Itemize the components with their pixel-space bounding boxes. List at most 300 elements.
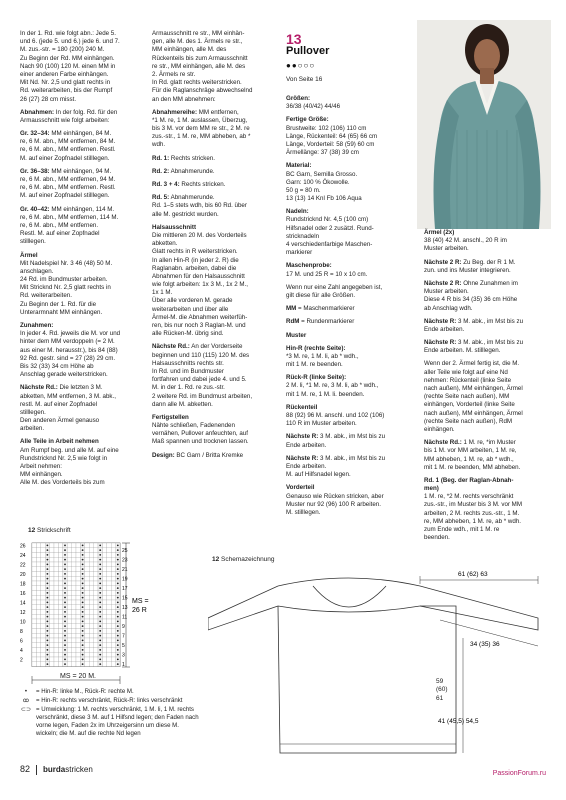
chart-cell <box>54 652 58 657</box>
paragraph <box>286 305 416 313</box>
paragraph <box>286 208 416 257</box>
chart-cell <box>41 586 45 591</box>
chart-cell <box>94 576 98 581</box>
chart-label-number: 12 <box>28 527 36 534</box>
paragraph-text: 3 M. abk., im Mst bis zu Ende arbeiten. <box>424 317 524 333</box>
chart-cell <box>58 652 62 657</box>
chart-purl-dot <box>117 654 119 656</box>
chart-cell <box>107 567 111 572</box>
chart-cell <box>67 576 71 581</box>
chart-purl-dot <box>117 592 119 594</box>
chart-cell <box>111 657 115 662</box>
chart-cell <box>67 629 71 634</box>
chart-cell <box>41 633 45 638</box>
chart-cell <box>41 572 45 577</box>
chart-cell <box>76 614 80 619</box>
chart-cell <box>107 624 111 629</box>
chart-cell <box>89 610 93 615</box>
chart-purl-dot <box>64 597 66 599</box>
chart-cell <box>111 648 115 653</box>
chart-cell <box>58 591 62 596</box>
chart-cell <box>36 581 40 586</box>
chart-cell <box>111 553 115 558</box>
chart-cell <box>50 648 54 653</box>
chart-row-number: 18 <box>20 581 26 588</box>
chart-cell <box>36 572 40 577</box>
chart-cell <box>54 586 58 591</box>
chart-cell <box>58 595 62 600</box>
chart-cell <box>54 557 58 562</box>
chart-purl-dot <box>117 658 119 660</box>
chart-cell <box>94 562 98 567</box>
chart-cell <box>76 586 80 591</box>
paragraph-heading: Nächste R: <box>286 454 319 462</box>
chart-cell <box>76 576 80 581</box>
chart-cell <box>76 652 80 657</box>
instructions-column-3 <box>286 95 416 517</box>
chart-cell <box>72 643 76 648</box>
chart-purl-dot <box>64 568 66 570</box>
chart-cell <box>85 572 89 577</box>
chart-cell <box>85 591 89 596</box>
chart-ms-vertical-1: MS = <box>132 598 149 605</box>
chart-cell <box>94 648 98 653</box>
chart-cell <box>67 619 71 624</box>
chart-cell <box>41 610 45 615</box>
paragraph-text: 3 M. abk., im Mst bis zu Ende arbeiten. M. auf Hilfsnadel legen. <box>286 454 386 479</box>
chart-cell <box>72 562 76 567</box>
chart-cell <box>85 605 89 610</box>
chart-cell <box>72 605 76 610</box>
chart-cell <box>32 638 36 643</box>
paragraph-text: MM einhängen, 114 M. re, 6 M. abn., MM entfernen, 114 M. re, 6 M. abn., MM entfernen. Restl. M. auf einer Zopfnadel stilllegen. <box>20 205 119 246</box>
paragraph-text: In jeder 4. Rd. jeweils die M. vor und hinter dem MM verdoppeln (= 2 M. aus einer M. herausstr.), bis 84 (88) 92 Rd. gestr. sind = 27 (28) 29 cm. Bis 32 (33) 34 cm Höhe ab Anschlag gerade weiterstricken. <box>20 330 121 379</box>
chart-cell <box>54 610 58 615</box>
chart-purl-dot <box>82 578 84 580</box>
chart-purl-dot <box>64 620 66 622</box>
paragraph-text: *3 M. re, 1 M. li, ab * wdh., mit 1 M. re beenden. <box>286 352 359 369</box>
chart-cell <box>89 553 93 558</box>
chart-purl-dot <box>82 559 84 561</box>
chart-cell <box>94 633 98 638</box>
chart-purl-dot <box>82 597 84 599</box>
chart-purl-dot <box>82 592 84 594</box>
chart-cell <box>41 619 45 624</box>
paragraph-heading: Größen: <box>286 95 311 102</box>
chart-cell <box>85 567 89 572</box>
paragraph-text: An der Vorderseite beginnen und 110 (115) 120 M. des Halsausschnitts rechts str. In Rd. und im Bundmuster fortfahren und dabei jede 4. und 5. M. in der 1. Rd. re zus.-str. 2 weitere Rd. im Bundmust arbeiten, dann alle M. abketten. <box>152 343 253 408</box>
chart-cell <box>89 662 93 667</box>
chart-purl-dot <box>47 587 49 589</box>
chart-purl-dot <box>64 616 66 618</box>
chart-purl-dot <box>64 559 66 561</box>
chart-cell <box>67 572 71 577</box>
chart-cell <box>107 595 111 600</box>
paragraph-heading: Fertigstellen <box>152 413 189 421</box>
paragraph <box>152 224 282 339</box>
chart-purl-dot <box>99 616 101 618</box>
chart-cell <box>94 614 98 619</box>
chart-cell <box>50 586 54 591</box>
chart-cell <box>41 548 45 553</box>
chart-cell <box>58 543 62 548</box>
chart-cell <box>111 614 115 619</box>
pattern-number: 13 <box>286 31 302 47</box>
paragraph-heading: RdM <box>286 318 300 326</box>
paragraph-heading: Alle Teile in Arbeit nehmen <box>20 438 99 446</box>
paragraph-text: Abnahmerunde. <box>169 167 215 175</box>
chart-cell <box>50 619 54 624</box>
chart-cell <box>107 562 111 567</box>
legend-text: = Hin-R: linke M., Rück-R: rechte M. <box>36 688 134 695</box>
chart-cell <box>36 629 40 634</box>
chart-cell <box>102 657 106 662</box>
chart-cell <box>72 638 76 643</box>
chart-purl-dot <box>117 639 119 641</box>
chart-purl-dot <box>99 658 101 660</box>
chart-cell <box>67 581 71 586</box>
chart-purl-dot <box>82 663 84 665</box>
paragraph <box>424 318 552 334</box>
chart-row-number: 21 <box>122 567 128 573</box>
paragraph <box>424 439 552 472</box>
chart-cell <box>102 543 106 548</box>
chart-cell <box>32 633 36 638</box>
chart-cell <box>85 652 89 657</box>
paragraph <box>286 284 416 300</box>
chart-cell <box>111 638 115 643</box>
paragraph-heading: Rd. 3 + 4: <box>152 181 180 188</box>
paragraph-text: Rechts stricken. <box>170 154 215 162</box>
chart-purl-dot <box>64 630 66 632</box>
chart-cell <box>54 591 58 596</box>
chart-cell <box>107 543 111 548</box>
chart-purl-dot <box>82 554 84 556</box>
chart-cell <box>89 591 93 596</box>
paragraph-heading: Ärmel (2x) <box>424 229 455 236</box>
chart-purl-dot <box>47 601 49 603</box>
chart-cell <box>89 581 93 586</box>
chart-cell <box>54 633 58 638</box>
paragraph <box>424 360 552 434</box>
chart-cell <box>76 600 80 605</box>
chart-label <box>28 527 71 536</box>
chart-purl-dot <box>99 582 101 584</box>
chart-cell <box>32 643 36 648</box>
paragraph-heading: Rück-R (linke Seite): <box>286 374 347 382</box>
chart-cell <box>107 652 111 657</box>
chart-purl-dot <box>47 639 49 641</box>
paragraph <box>424 477 552 543</box>
chart-purl-dot <box>99 554 101 556</box>
chart-ms-horizontal: MS = 20 M. <box>60 673 96 680</box>
chart-cell <box>89 595 93 600</box>
chart-cell <box>85 548 89 553</box>
chart-cell <box>111 600 115 605</box>
paragraph <box>286 262 416 278</box>
chart-purl-dot <box>82 649 84 651</box>
chart-cell <box>67 567 71 572</box>
chart-purl-dot <box>82 549 84 551</box>
chart-purl-dot <box>117 549 119 551</box>
chart-purl-dot <box>64 582 66 584</box>
chart-cell <box>41 567 45 572</box>
paragraph-text: BC Garn, Semilla Grosso. Garn: 100 % Ökowolle. 50 g = 80 m. 13 (13) 14 Knl Fb 106 Aqua <box>286 170 362 203</box>
chart-cell <box>94 548 98 553</box>
chart-purl-dot <box>47 630 49 632</box>
paragraph-text: Die letzten 3 M. abketten, MM entfernen, 3 M. abk., restl. M. auf einer Zopfnadel stilllegen. Den anderen Ärmel genauso arbeiten. <box>20 384 116 433</box>
chart-cell <box>111 557 115 562</box>
paragraph-heading: Abnahmereihe: <box>152 108 198 116</box>
chart-cell <box>89 638 93 643</box>
chart-cell <box>32 572 36 577</box>
chart-cell <box>67 605 71 610</box>
chart-cell <box>85 610 89 615</box>
chart-cell <box>89 624 93 629</box>
chart-purl-dot <box>117 616 119 618</box>
chart-cell <box>102 591 106 596</box>
chart-cell <box>54 576 58 581</box>
see-page-reference: Von Seite 16 <box>286 76 323 83</box>
chart-purl-dot <box>99 601 101 603</box>
chart-purl-dot <box>64 654 66 656</box>
chart-cell <box>54 543 58 548</box>
pattern-title: Pullover <box>286 45 330 57</box>
legend-text: = Hin-R: rechts verschränkt, Rück-R: links verschränkt <box>36 697 183 705</box>
chart-purl-dot <box>47 644 49 646</box>
paragraph <box>20 130 142 163</box>
paragraph <box>20 252 142 318</box>
chart-cell <box>107 572 111 577</box>
chart-cell <box>32 652 36 657</box>
paragraph-heading: Abnahmen: <box>20 108 55 116</box>
chart-cell <box>54 572 58 577</box>
chart-cell <box>107 581 111 586</box>
chart-cell <box>89 557 93 562</box>
chart-cell <box>76 662 80 667</box>
chart-cell <box>58 567 62 572</box>
chart-purl-dot <box>99 630 101 632</box>
chart-purl-dot <box>99 559 101 561</box>
chart-cell <box>41 562 45 567</box>
chart-cell <box>72 557 76 562</box>
chart-cell <box>102 576 106 581</box>
paragraph-heading: Nächste R: <box>424 317 457 325</box>
chart-cell <box>36 614 40 619</box>
chart-purl-dot <box>82 601 84 603</box>
chart-cell <box>85 557 89 562</box>
chart-cell <box>36 662 40 667</box>
chart-cell <box>50 557 54 562</box>
chart-purl-dot <box>99 563 101 565</box>
chart-purl-dot <box>99 649 101 651</box>
chart-purl-dot <box>82 568 84 570</box>
page-number: 82 <box>20 764 31 774</box>
brand-rest: stricken <box>65 764 93 774</box>
chart-row-number: 9 <box>122 624 125 630</box>
paragraph-heading: Design: <box>152 451 175 459</box>
chart-purl-dot <box>99 568 101 570</box>
chart-cell <box>72 629 76 634</box>
chart-row-number: 4 <box>20 647 23 654</box>
paragraph <box>20 438 142 487</box>
chart-cell <box>85 614 89 619</box>
chart-cell <box>36 638 40 643</box>
chart-purl-dot <box>82 616 84 618</box>
chart-cell <box>58 576 62 581</box>
chart-purl-dot <box>82 654 84 656</box>
chart-purl-dot <box>99 644 101 646</box>
chart-cell <box>41 543 45 548</box>
chart-cell <box>72 591 76 596</box>
chart-row-number: 2 <box>20 657 23 664</box>
chart-cell <box>50 572 54 577</box>
chart-purl-dot <box>47 635 49 637</box>
chart-purl-dot <box>117 559 119 561</box>
chart-cell <box>54 643 58 648</box>
paragraph-heading: Rückenteil <box>286 403 318 411</box>
chart-cell <box>85 624 89 629</box>
chart-cell <box>102 662 106 667</box>
chart-purl-dot <box>47 625 49 627</box>
chart-purl-dot <box>47 578 49 580</box>
chart-purl-dot <box>117 573 119 575</box>
chart-cell <box>54 619 58 624</box>
chart-cell <box>72 553 76 558</box>
chart-purl-dot <box>47 559 49 561</box>
chart-purl-dot <box>47 554 49 556</box>
chart-cell <box>94 553 98 558</box>
chart-cell <box>107 643 111 648</box>
chart-cell <box>41 557 45 562</box>
brand-bold: burda <box>43 764 66 774</box>
paragraph <box>286 455 416 480</box>
chart-cell <box>89 652 93 657</box>
chart-cell <box>72 586 76 591</box>
chart-cell <box>58 614 62 619</box>
paragraph <box>152 168 282 176</box>
chart-cell <box>107 629 111 634</box>
chart-cell <box>102 648 106 653</box>
chart-cell <box>111 581 115 586</box>
chart-cell <box>32 595 36 600</box>
chart-cell <box>41 629 45 634</box>
chart-cell <box>89 605 93 610</box>
chart-cell <box>76 557 80 562</box>
chart-cell <box>36 595 40 600</box>
chart-purl-dot <box>117 601 119 603</box>
paragraph-heading: Maschenprobe: <box>286 262 332 270</box>
chart-purl-dot <box>82 620 84 622</box>
chart-cell <box>107 576 111 581</box>
chart-purl-dot <box>82 658 84 660</box>
chart-purl-dot <box>47 658 49 660</box>
chart-cell <box>89 600 93 605</box>
paragraph <box>20 206 142 247</box>
paragraph-text: 17 M. und 25 R = 10 x 10 cm. <box>286 270 368 278</box>
chart-cell <box>89 562 93 567</box>
chart-cell <box>41 652 45 657</box>
chart-cell <box>107 638 111 643</box>
paragraph <box>286 116 416 157</box>
chart-row-number: 20 <box>20 571 26 578</box>
paragraph-text: 3 M. abk., im Mst bis zu Ende arbeiten. M. stilllegen. <box>424 339 524 355</box>
chart-purl-dot <box>64 544 66 546</box>
paragraph-text: Die mittleren 20 M. des Vorderteils abketten. Glatt rechts in R weiterstricken. In allen Hin-R (in jeder 2. R) die Raglanabn. arbeiten, dabei die Abnahmen für den Halsausschnitt wie folgt arbeiten: 1x 3 M., 1x 2 M., 1x 1 M. Über alle vorderen M. gerade weiterarbeiten und über alle Ärmel-M. die Abnahmen weiterfüh- ren, bis nur noch 3 Raglan-M. und alle Rücken-M. übrig sind. <box>152 231 248 338</box>
chart-purl-dot <box>47 620 49 622</box>
paragraph-heading: Material: <box>286 162 312 170</box>
chart-cell <box>67 648 71 653</box>
paragraph <box>152 194 282 219</box>
chart-cell <box>32 586 36 591</box>
chart-cell <box>89 643 93 648</box>
chart-purl-dot <box>82 644 84 646</box>
chart-cell <box>107 586 111 591</box>
legend-item <box>20 706 290 738</box>
chart-row-number: 10 <box>20 619 26 626</box>
chart-cell <box>111 633 115 638</box>
chart-cell <box>50 562 54 567</box>
chart-purl-dot <box>117 635 119 637</box>
chart-cell <box>111 610 115 615</box>
chart-purl-dot <box>82 635 84 637</box>
chart-cell <box>67 643 71 648</box>
chart-cell <box>102 643 106 648</box>
schema-dim-sleeve: 34 (35) 36 <box>470 641 500 648</box>
chart-cell <box>54 648 58 653</box>
chart-cell <box>32 562 36 567</box>
chart-purl-dot <box>47 616 49 618</box>
paragraph <box>424 229 552 254</box>
chart-cell <box>76 657 80 662</box>
paragraph-heading: Gr. 40–42: <box>20 205 50 213</box>
chart-cell <box>41 605 45 610</box>
chart-purl-dot <box>64 625 66 627</box>
chart-cell <box>54 562 58 567</box>
chart-cell <box>32 557 36 562</box>
paragraph-text: = Maschenmarkierer <box>298 305 355 313</box>
chart-purl-dot <box>47 563 49 565</box>
schema-dim-width: 41 (45,5) 54,5 <box>438 718 479 725</box>
chart-cell <box>94 619 98 624</box>
chart-cell <box>72 581 76 586</box>
chart-cell <box>85 638 89 643</box>
chart-cell <box>36 624 40 629</box>
chart-cell <box>54 614 58 619</box>
chart-purl-dot <box>99 592 101 594</box>
chart-row-number: 15 <box>122 595 128 602</box>
chart-row-number: 17 <box>122 586 128 592</box>
chart-cell <box>107 648 111 653</box>
chart-cell <box>41 643 45 648</box>
chart-cell <box>89 548 93 553</box>
paragraph-text: Genauso wie Rücken stricken, aber Muster nur 92 (96) 100 R arbeiten. M. stilllegen. <box>286 492 384 516</box>
chart-cell <box>50 543 54 548</box>
chart-cell <box>94 591 98 596</box>
chart-cell <box>94 557 98 562</box>
chart-cell <box>36 619 40 624</box>
chart-cell <box>50 638 54 643</box>
chart-purl-dot <box>117 568 119 570</box>
chart-purl-dot <box>99 606 101 608</box>
chart-cell <box>67 600 71 605</box>
chart-cell <box>89 572 93 577</box>
chart-purl-dot <box>47 654 49 656</box>
chart-cell <box>111 595 115 600</box>
chart-cell <box>72 567 76 572</box>
chart-cell <box>94 595 98 600</box>
paragraph-text: Nähte schließen, Fadenenden vernähen, Pullover anfeuchten, auf Maß spannen und trocknen lassen. <box>152 422 249 446</box>
